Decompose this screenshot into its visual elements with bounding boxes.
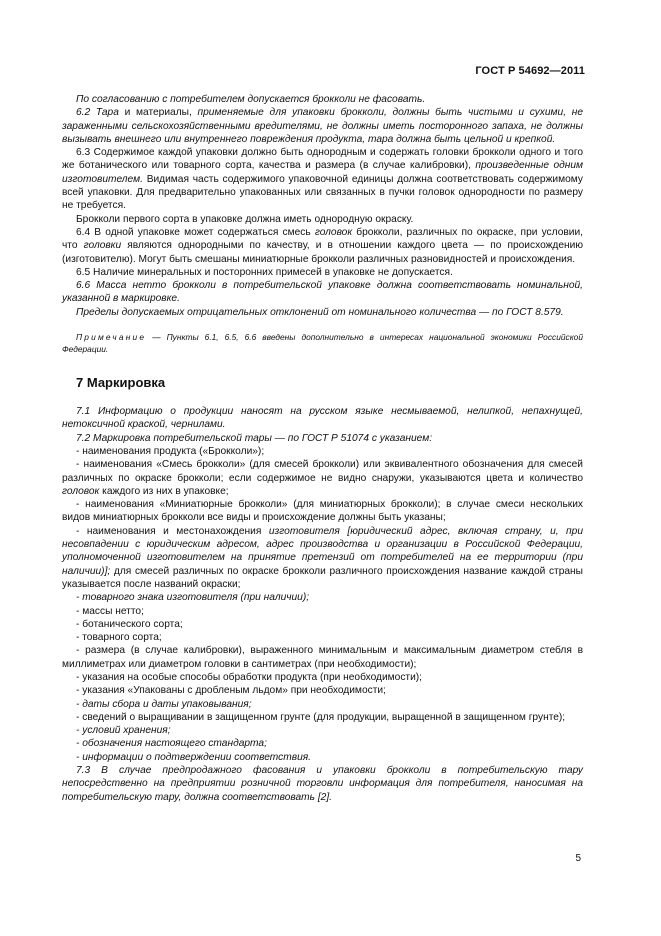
clause-7-1: 7.1 Информацию о продукции наносят на русском языке несмываемой, нелипкой, непахнущей, нетоксичной краской, чернилами. xyxy=(62,406,583,431)
note-label: Примечание xyxy=(76,332,147,343)
list-item: - условий хранения; xyxy=(76,725,171,737)
clause-6-4-text-2: брокколи, различных по окраске, при условии, что xyxy=(62,226,583,252)
list-item: - обозначения настоящего стандарта; xyxy=(76,738,267,750)
list-item-italic: головок xyxy=(62,485,100,497)
list-item: - даты сбора и даты упаковывания; xyxy=(76,698,252,710)
clause-6-3-text-end: Видимая часть содержимого упаковочной единицы должна соответствовать содержимому всей упаковки. Для предварительно упакованных или связанных в пучки головок однородности по размеру не требуется. xyxy=(62,173,583,212)
paragraph-tolerances: Пределы допускаемых отрицательных отклонений от номинального количества — по ГОСТ 8.579. xyxy=(76,306,564,318)
paragraph-no-packing: По согласованию с потребителем допускается брокколи не фасовать. xyxy=(76,94,426,105)
clause-6-3-text: 6.3 Содержимое каждой упаковки должно быть однородным и содержать головки брокколи одного и того же ботанического или товарного сорта, качества и размера (в случае калибровки), xyxy=(62,147,583,172)
clause-6-2 xyxy=(62,106,583,146)
clause-7-2: 7.2 Маркировка потребительской тары — по ГОСТ Р 51074 с указанием: xyxy=(76,432,433,444)
list-item-text-end: для смесей различных по окраске брокколи различного происхождения название каждой страны указывается после названий окраски; xyxy=(62,565,583,590)
list-item: - информации о подтверждении соответствия. xyxy=(76,751,312,763)
list-item: - наименования продукта («Брокколи»); xyxy=(76,445,265,457)
list-item-italic: изготовителя [юридический адрес, включая страну, и, при несовпадении с юридическим адресом, адрес производства и организации в Российской Федерации, уполномоченной изготовителем на принятие претензий от потребителей на ее территории (при наличии)]; xyxy=(62,525,583,577)
clause-6-2-number: 6.2 xyxy=(76,107,96,119)
clause-6-3 xyxy=(62,146,583,212)
list-item-text-end: каждого из них в упаковке; xyxy=(99,485,229,497)
document-number-header: ГОСТ Р 54692—2011 xyxy=(475,65,585,77)
section-title: 7 Маркировка xyxy=(76,375,166,391)
paragraph-first-grade: Брокколи первого сорта в упаковке должна иметь однородную окраску. xyxy=(76,213,414,225)
list-item-text: - наименования «Смесь брокколи» (для смесей брокколи) или эквивалентного обозначения для смесей различных по окраске брокколи; если содержимое не видно снаружи, указываются цвета и количество xyxy=(62,459,583,484)
list-item: - ботанического сорта; xyxy=(76,618,183,630)
clause-6-4 xyxy=(62,226,583,266)
clause-6-3-italic: произведенные одним изготовителем. xyxy=(62,160,583,185)
list-item: - указания «Упакованы с дробленым льдом» при необходимости; xyxy=(76,685,386,697)
clause-6-2-plain: и материалы, xyxy=(118,107,198,119)
clause-6-4-text-3: являются однородными по качеству, и в отношении каждого цвета — по происхождению (изготовителю). Могут быть смешаны миниатюрные брокколи различных разновидностей и происхождения. xyxy=(62,240,583,265)
clause-6-4-italic-1: головок xyxy=(314,226,353,238)
clause-7-3: 7.3 В случае предпродажного фасования и упаковки брокколи в потребительскую тару непосредственно на предприятии розничной торговли информация для потребителя, наносимая на потребительскую тару, должна соответствовать [2]. xyxy=(62,765,583,803)
note xyxy=(62,331,583,355)
clause-6-2-italic-text: применяемые для упаковки брокколи, должны быть чистыми и сухими, не зараженными сельскохозяйственными вредителями, не должны иметь посторонного запаха, не должны вызывать внешнего или внутреннего повреждения продукта, тара должна быть цельной и крепкой. xyxy=(62,107,584,145)
list-item-text: - наименования и местонахождения xyxy=(76,525,269,537)
list-item: - наименования «Миниатюрные брокколи» (для миниатюрных брокколи); в случае смеси нескольких видов миниатюрных брокколи все виды и происхождение должны быть указаны; xyxy=(62,499,583,524)
list-item: - массы нетто; xyxy=(76,605,144,617)
list-item: - указания на особые способы обработки продукта (при необходимости); xyxy=(76,671,422,683)
note-text: — Пункты 6.1, 6.5, 6.6 введены дополнительно в интересах национальной экономики Российской Федерации. xyxy=(62,332,583,355)
list-item: - размера (в случае калибровки), выраженного минимальным и максимальным диаметром стебля в миллиметрах или диаметром головки в сантиметрах (при необходимости); xyxy=(62,645,583,670)
page-content xyxy=(62,93,583,804)
list-item: - сведений о выращивании в защищенном грунте (для продукции, выращенной в защищенном грунте); xyxy=(76,711,566,723)
list-item: - товарного знака изготовителя (при наличии); xyxy=(76,592,310,604)
clause-6-5: 6.5 Наличие минеральных и посторонних примесей в упаковке не допускается. xyxy=(76,266,453,278)
page-number: 5 xyxy=(575,853,581,864)
list-item xyxy=(62,525,583,591)
clause-6-2-italic-word: Тара xyxy=(95,107,119,119)
list-item: - товарного сорта; xyxy=(76,632,162,644)
list-item xyxy=(62,458,583,498)
clause-6-6: 6.6 Масса нетто брокколи в потребительской упаковке должна соответствовать номинальной, указанной в маркировке. xyxy=(62,280,583,305)
clause-6-4-text: 6.4 В одной упаковке может содержаться смесь xyxy=(76,226,315,238)
clause-6-4-italic-2: головки xyxy=(83,240,122,252)
